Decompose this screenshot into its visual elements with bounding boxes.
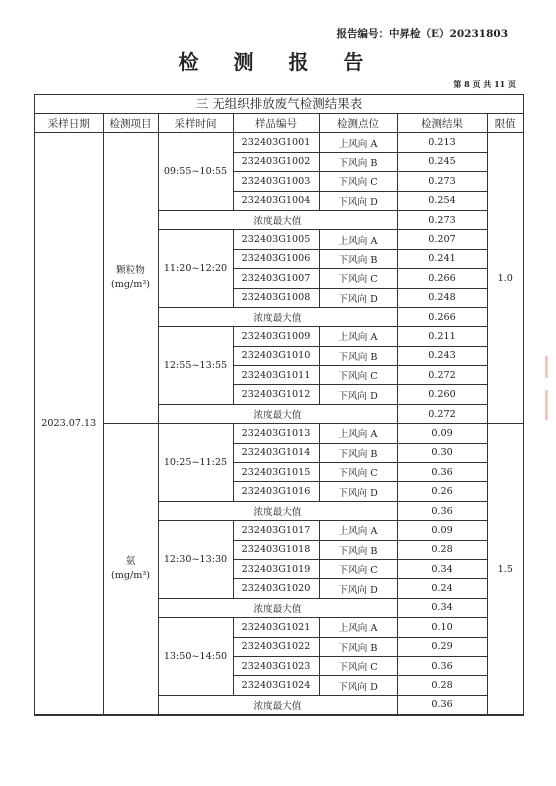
sample-id-cell: 232403G1005 <box>233 230 319 249</box>
result-cell: 0.28 <box>397 676 487 695</box>
result-cell: 0.09 <box>397 424 487 443</box>
column-header: 限值 <box>487 114 523 133</box>
sampling-date-cell: 2023.07.13 <box>35 133 103 715</box>
sampling-time-cell: 12:55~13:55 <box>158 327 233 405</box>
result-cell: 0.10 <box>397 618 487 637</box>
sample-id-cell: 232403G1011 <box>233 366 319 385</box>
max-label-cell: 浓度最大值 <box>158 210 397 229</box>
max-value-cell: 0.34 <box>397 598 487 617</box>
sampling-point-cell: 下风向 C <box>319 269 397 288</box>
sampling-point-cell: 下风向 B <box>319 637 397 656</box>
result-cell: 0.241 <box>397 249 487 268</box>
result-cell: 0.36 <box>397 656 487 675</box>
sample-id-cell: 232403G1003 <box>233 172 319 191</box>
results-table <box>35 114 523 715</box>
test-item-unit: (mg/m³) <box>111 279 150 291</box>
test-item-name: 颗粒物 <box>116 264 145 276</box>
limit-cell: 1.0 <box>487 133 523 424</box>
result-cell: 0.28 <box>397 540 487 559</box>
sample-id-cell: 232403G1014 <box>233 443 319 462</box>
sample-id-cell: 232403G1001 <box>233 133 319 152</box>
sampling-point-cell: 下风向 C <box>319 366 397 385</box>
table-row <box>35 424 523 443</box>
column-header: 样品编号 <box>233 114 319 133</box>
sample-id-cell: 232403G1004 <box>233 191 319 210</box>
sampling-point-cell: 下风向 D <box>319 676 397 695</box>
max-label-cell: 浓度最大值 <box>158 307 397 326</box>
result-cell: 0.09 <box>397 521 487 540</box>
result-cell: 0.266 <box>397 269 487 288</box>
max-value-cell: 0.36 <box>397 695 487 714</box>
sampling-time-cell: 11:20~12:20 <box>158 230 233 308</box>
test-item-name: 氨 <box>125 555 136 567</box>
result-cell: 0.29 <box>397 637 487 656</box>
result-cell: 0.26 <box>397 482 487 501</box>
max-label-cell: 浓度最大值 <box>158 404 397 423</box>
sampling-point-cell: 下风向 B <box>319 346 397 365</box>
sample-id-cell: 232403G1010 <box>233 346 319 365</box>
max-label-cell: 浓度最大值 <box>158 695 397 714</box>
sample-id-cell: 232403G1013 <box>233 424 319 443</box>
sampling-point-cell: 上风向 A <box>319 424 397 443</box>
sample-id-cell: 232403G1021 <box>233 618 319 637</box>
sample-id-cell: 232403G1009 <box>233 327 319 346</box>
sample-id-cell: 232403G1022 <box>233 637 319 656</box>
test-item-cell <box>103 133 158 424</box>
result-cell: 0.207 <box>397 230 487 249</box>
sampling-point-cell: 下风向 C <box>319 463 397 482</box>
results-sheet <box>34 94 524 716</box>
sampling-time-cell: 09:55~10:55 <box>158 133 233 211</box>
sample-id-cell: 232403G1017 <box>233 521 319 540</box>
sample-id-cell: 232403G1024 <box>233 676 319 695</box>
result-cell: 0.248 <box>397 288 487 307</box>
sample-id-cell: 232403G1002 <box>233 152 319 171</box>
report-number: 报告编号：中昇检（E）20231803 <box>336 28 508 40</box>
sampling-point-cell: 下风向 B <box>319 249 397 268</box>
max-value-cell: 0.273 <box>397 210 487 229</box>
sampling-point-cell: 下风向 B <box>319 540 397 559</box>
result-cell: 0.30 <box>397 443 487 462</box>
result-cell: 0.36 <box>397 463 487 482</box>
sampling-point-cell: 下风向 D <box>319 191 397 210</box>
results-body <box>35 133 523 715</box>
sampling-point-cell: 上风向 A <box>319 521 397 540</box>
result-cell: 0.213 <box>397 133 487 152</box>
sample-id-cell: 232403G1016 <box>233 482 319 501</box>
sample-id-cell: 232403G1020 <box>233 579 319 598</box>
sampling-point-cell: 上风向 A <box>319 618 397 637</box>
sampling-point-cell: 下风向 B <box>319 152 397 171</box>
sampling-point-cell: 上风向 A <box>319 133 397 152</box>
result-cell: 0.273 <box>397 172 487 191</box>
sampling-time-cell: 13:50~14:50 <box>158 618 233 696</box>
sample-id-cell: 232403G1008 <box>233 288 319 307</box>
sample-id-cell: 232403G1023 <box>233 656 319 675</box>
sample-id-cell: 232403G1007 <box>233 269 319 288</box>
result-cell: 0.24 <box>397 579 487 598</box>
limit-cell: 1.5 <box>487 424 523 715</box>
result-cell: 0.243 <box>397 346 487 365</box>
sample-id-cell: 232403G1015 <box>233 463 319 482</box>
result-cell: 0.245 <box>397 152 487 171</box>
table-title: 三 无组织排放废气检测结果表 <box>35 95 523 114</box>
test-item-cell <box>103 424 158 715</box>
max-value-cell: 0.266 <box>397 307 487 326</box>
result-cell: 0.254 <box>397 191 487 210</box>
column-header: 检测结果 <box>397 114 487 133</box>
result-cell: 0.211 <box>397 327 487 346</box>
sampling-point-cell: 下风向 C <box>319 559 397 578</box>
column-header: 采样日期 <box>35 114 103 133</box>
sampling-point-cell: 下风向 C <box>319 656 397 675</box>
max-label-cell: 浓度最大值 <box>158 598 397 617</box>
sampling-point-cell: 下风向 D <box>319 579 397 598</box>
edge-stamp-mark <box>545 390 548 420</box>
column-header: 检测点位 <box>319 114 397 133</box>
result-cell: 0.260 <box>397 385 487 404</box>
header-row <box>35 114 523 133</box>
sampling-point-cell: 下风向 D <box>319 482 397 501</box>
result-cell: 0.272 <box>397 366 487 385</box>
max-value-cell: 0.272 <box>397 404 487 423</box>
result-cell: 0.34 <box>397 559 487 578</box>
sample-id-cell: 232403G1012 <box>233 385 319 404</box>
sampling-time-cell: 10:25~11:25 <box>158 424 233 502</box>
document-title: 检 测 报 告 <box>178 50 378 74</box>
max-label-cell: 浓度最大值 <box>158 501 397 520</box>
table-row <box>35 133 523 152</box>
sampling-point-cell: 下风向 B <box>319 443 397 462</box>
sampling-point-cell: 上风向 A <box>319 327 397 346</box>
sampling-point-cell: 上风向 A <box>319 230 397 249</box>
sample-id-cell: 232403G1006 <box>233 249 319 268</box>
max-value-cell: 0.36 <box>397 501 487 520</box>
column-header: 采样时间 <box>158 114 233 133</box>
sampling-time-cell: 12:30~13:30 <box>158 521 233 599</box>
sampling-point-cell: 下风向 D <box>319 385 397 404</box>
edge-stamp-mark <box>545 356 548 378</box>
column-header: 检测项目 <box>103 114 158 133</box>
sample-id-cell: 232403G1018 <box>233 540 319 559</box>
page-number: 第 8 页 共 11 页 <box>453 79 516 89</box>
sampling-point-cell: 下风向 C <box>319 172 397 191</box>
test-item-unit: (mg/m³) <box>111 570 150 582</box>
sampling-point-cell: 下风向 D <box>319 288 397 307</box>
sample-id-cell: 232403G1019 <box>233 559 319 578</box>
